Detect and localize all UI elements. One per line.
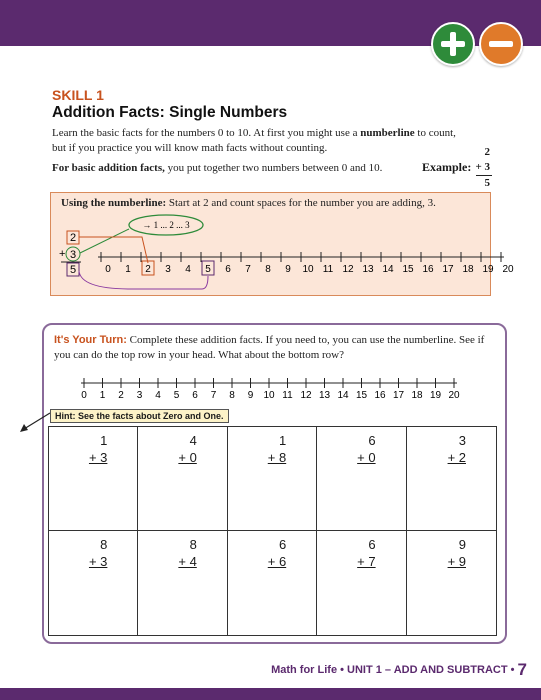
- numberline-tick-label: 8: [265, 264, 271, 275]
- fact: [268, 536, 286, 570]
- numberline-tick-label: 2: [118, 390, 124, 401]
- numberline-tick-label: 19: [482, 264, 494, 275]
- page-number: 7: [517, 660, 527, 679]
- numberline-tick-label: 15: [355, 390, 368, 401]
- numberline-tick-label: 6: [225, 264, 231, 275]
- numberline-tick-label: 9: [285, 264, 291, 275]
- left-add-number: 3: [69, 249, 77, 261]
- numberline-tick-label: 15: [402, 264, 414, 275]
- fact: [357, 536, 375, 570]
- numberline-tick-label: 19: [429, 390, 442, 401]
- basic-rest: you put together two numbers between 0 and 10.: [164, 162, 383, 174]
- skill-label: SKILL 1: [52, 87, 104, 103]
- bubble-pointer: [80, 229, 129, 253]
- fact-cell[interactable]: [228, 427, 317, 531]
- count-bubble-text: → 1 ... 2 ... 3: [142, 220, 190, 230]
- intro-paragraph: [52, 126, 472, 156]
- numberline-tick-label: 2: [145, 264, 151, 275]
- numberline-tick-label: 20: [502, 264, 514, 275]
- left-top-number: 2: [69, 232, 77, 244]
- fact-top: 6: [278, 537, 287, 552]
- numberline-tick-label: 20: [448, 390, 460, 401]
- fact-bottom: + 3: [88, 554, 108, 569]
- fact: [89, 432, 107, 466]
- example-label: Example:: [422, 160, 472, 174]
- numberline-tick-label: 3: [165, 264, 171, 275]
- numberline-tick-label: 14: [337, 390, 349, 401]
- example-sum-line: [476, 175, 492, 176]
- numberline-tick-label: 12: [342, 264, 354, 275]
- fact-top: 1: [278, 433, 287, 448]
- fact-bottom: + 0: [178, 450, 197, 465]
- fact-cell[interactable]: [407, 427, 496, 531]
- example-sum: 5: [484, 177, 490, 189]
- minus-badge: [479, 22, 523, 66]
- numberline-tick-label: 7: [210, 390, 217, 401]
- numberline-text: Start at 2 and count spaces for the number you are adding, 3.: [166, 197, 436, 209]
- numberline-tick-label: 0: [81, 390, 87, 401]
- practice-numberline: [44, 325, 509, 415]
- numberline-tick-label: 12: [300, 390, 312, 401]
- example-top: 2: [484, 146, 490, 158]
- footer-band: [0, 688, 541, 700]
- fact-bottom: + 0: [357, 450, 376, 465]
- fact-top: 6: [368, 433, 376, 448]
- numberline-tick-label: 10: [263, 390, 275, 401]
- fact-top: 6: [368, 537, 376, 552]
- page-footer: [271, 660, 527, 680]
- plus-sign-icon: [433, 24, 473, 64]
- numberline-tick-label: 6: [192, 390, 198, 401]
- fact-cell[interactable]: [228, 531, 317, 635]
- numberline-example-box: [50, 192, 514, 296]
- fact: [357, 432, 375, 466]
- fact-top: 9: [458, 537, 466, 552]
- numberline-tick-label: 18: [462, 264, 474, 275]
- numberline-tick-label: 13: [362, 264, 374, 275]
- fact-top: 8: [189, 537, 197, 552]
- example-numberline: [51, 193, 514, 297]
- fact: [268, 432, 286, 466]
- hint-label: Hint: See the facts about Zero and One.: [50, 409, 229, 423]
- fact-top: 8: [100, 537, 108, 552]
- numberline-tick-label: 11: [322, 264, 334, 275]
- numberline-tick-label: 9: [247, 390, 254, 401]
- fact-cell[interactable]: [49, 427, 138, 531]
- basic-bold: For basic addition facts,: [52, 162, 165, 174]
- fact-top: 1: [100, 433, 108, 448]
- fact: [448, 536, 466, 570]
- numberline-tick-label: 0: [105, 264, 111, 275]
- numberline-tick-label: 4: [155, 390, 161, 401]
- fact-bottom: + 6: [267, 554, 287, 569]
- fact-top: 3: [458, 433, 466, 448]
- start-connector: [79, 237, 148, 263]
- numberline-tick-label: 5: [173, 390, 180, 401]
- minus-sign-icon: [481, 24, 521, 64]
- fact: [89, 536, 107, 570]
- fact-bottom: + 9: [447, 554, 466, 569]
- fact-cell[interactable]: [138, 427, 227, 531]
- hint-arrow-icon: [18, 405, 52, 433]
- fact-bottom: + 8: [267, 450, 287, 465]
- numberline-tick-label: 13: [318, 390, 331, 401]
- example-add: + 3: [475, 161, 490, 173]
- numberline-tick-label: 16: [422, 264, 434, 275]
- fact-top: 4: [189, 433, 197, 448]
- fact-cell[interactable]: [407, 531, 496, 635]
- fact: [448, 432, 466, 466]
- numberline-tick-label: 4: [185, 264, 191, 275]
- fact: [178, 536, 196, 570]
- numberline-lead: Using the numberline:: [61, 197, 167, 209]
- fact-cell[interactable]: [317, 427, 406, 531]
- fact: [178, 432, 196, 466]
- numberline-tick-label: 17: [392, 390, 405, 401]
- numberline-tick-label: 16: [374, 390, 386, 401]
- numberline-tick-label: 7: [245, 264, 251, 275]
- fact-cell[interactable]: [138, 531, 227, 635]
- intro-text-1: Learn the basic facts for the numbers 0 to 10. At first you might use a: [52, 127, 361, 139]
- facts-grid: [48, 426, 497, 636]
- numberline-tick-label: 18: [411, 390, 423, 401]
- your-turn-lead: It's Your Turn:: [54, 334, 127, 346]
- fact-bottom: + 3: [88, 450, 108, 465]
- page-title: Addition Facts: Single Numbers: [52, 104, 288, 121]
- numberline-tick-label: 8: [229, 390, 235, 401]
- numberline-tick-label: 14: [382, 264, 394, 275]
- fact-bottom: + 7: [357, 554, 376, 569]
- numberline-tick-label: 10: [302, 264, 314, 275]
- intro-bold: numberline: [360, 127, 415, 139]
- fact-bottom: + 2: [447, 450, 466, 465]
- fact-bottom: + 4: [178, 554, 197, 569]
- numberline-tick-label: 1: [125, 264, 131, 275]
- footer-text: Math for Life • UNIT 1 – ADD AND SUBTRACT •: [271, 664, 515, 676]
- numberline-tick-label: 5: [205, 264, 211, 275]
- basic-facts-line: [52, 162, 382, 174]
- left-sum-number: 5: [69, 264, 77, 276]
- intro-text-2: to count, but if you practice you will know math facts without counting.: [52, 127, 456, 154]
- numberline-tick-label: 11: [282, 390, 293, 401]
- numberline-tick-label: 17: [442, 264, 454, 275]
- numberline-tick-label: 3: [136, 390, 143, 401]
- plus-badge: [431, 22, 475, 66]
- your-turn-text: Complete these addition facts. If you need to, you can use the numberline. See if you can do the top row in your head. What about the bottom row?: [54, 334, 485, 361]
- fact-cell[interactable]: [317, 531, 406, 635]
- fact-cell[interactable]: [49, 531, 138, 635]
- left-plus-sign: +: [59, 248, 66, 260]
- numberline-tick-label: 1: [99, 390, 106, 401]
